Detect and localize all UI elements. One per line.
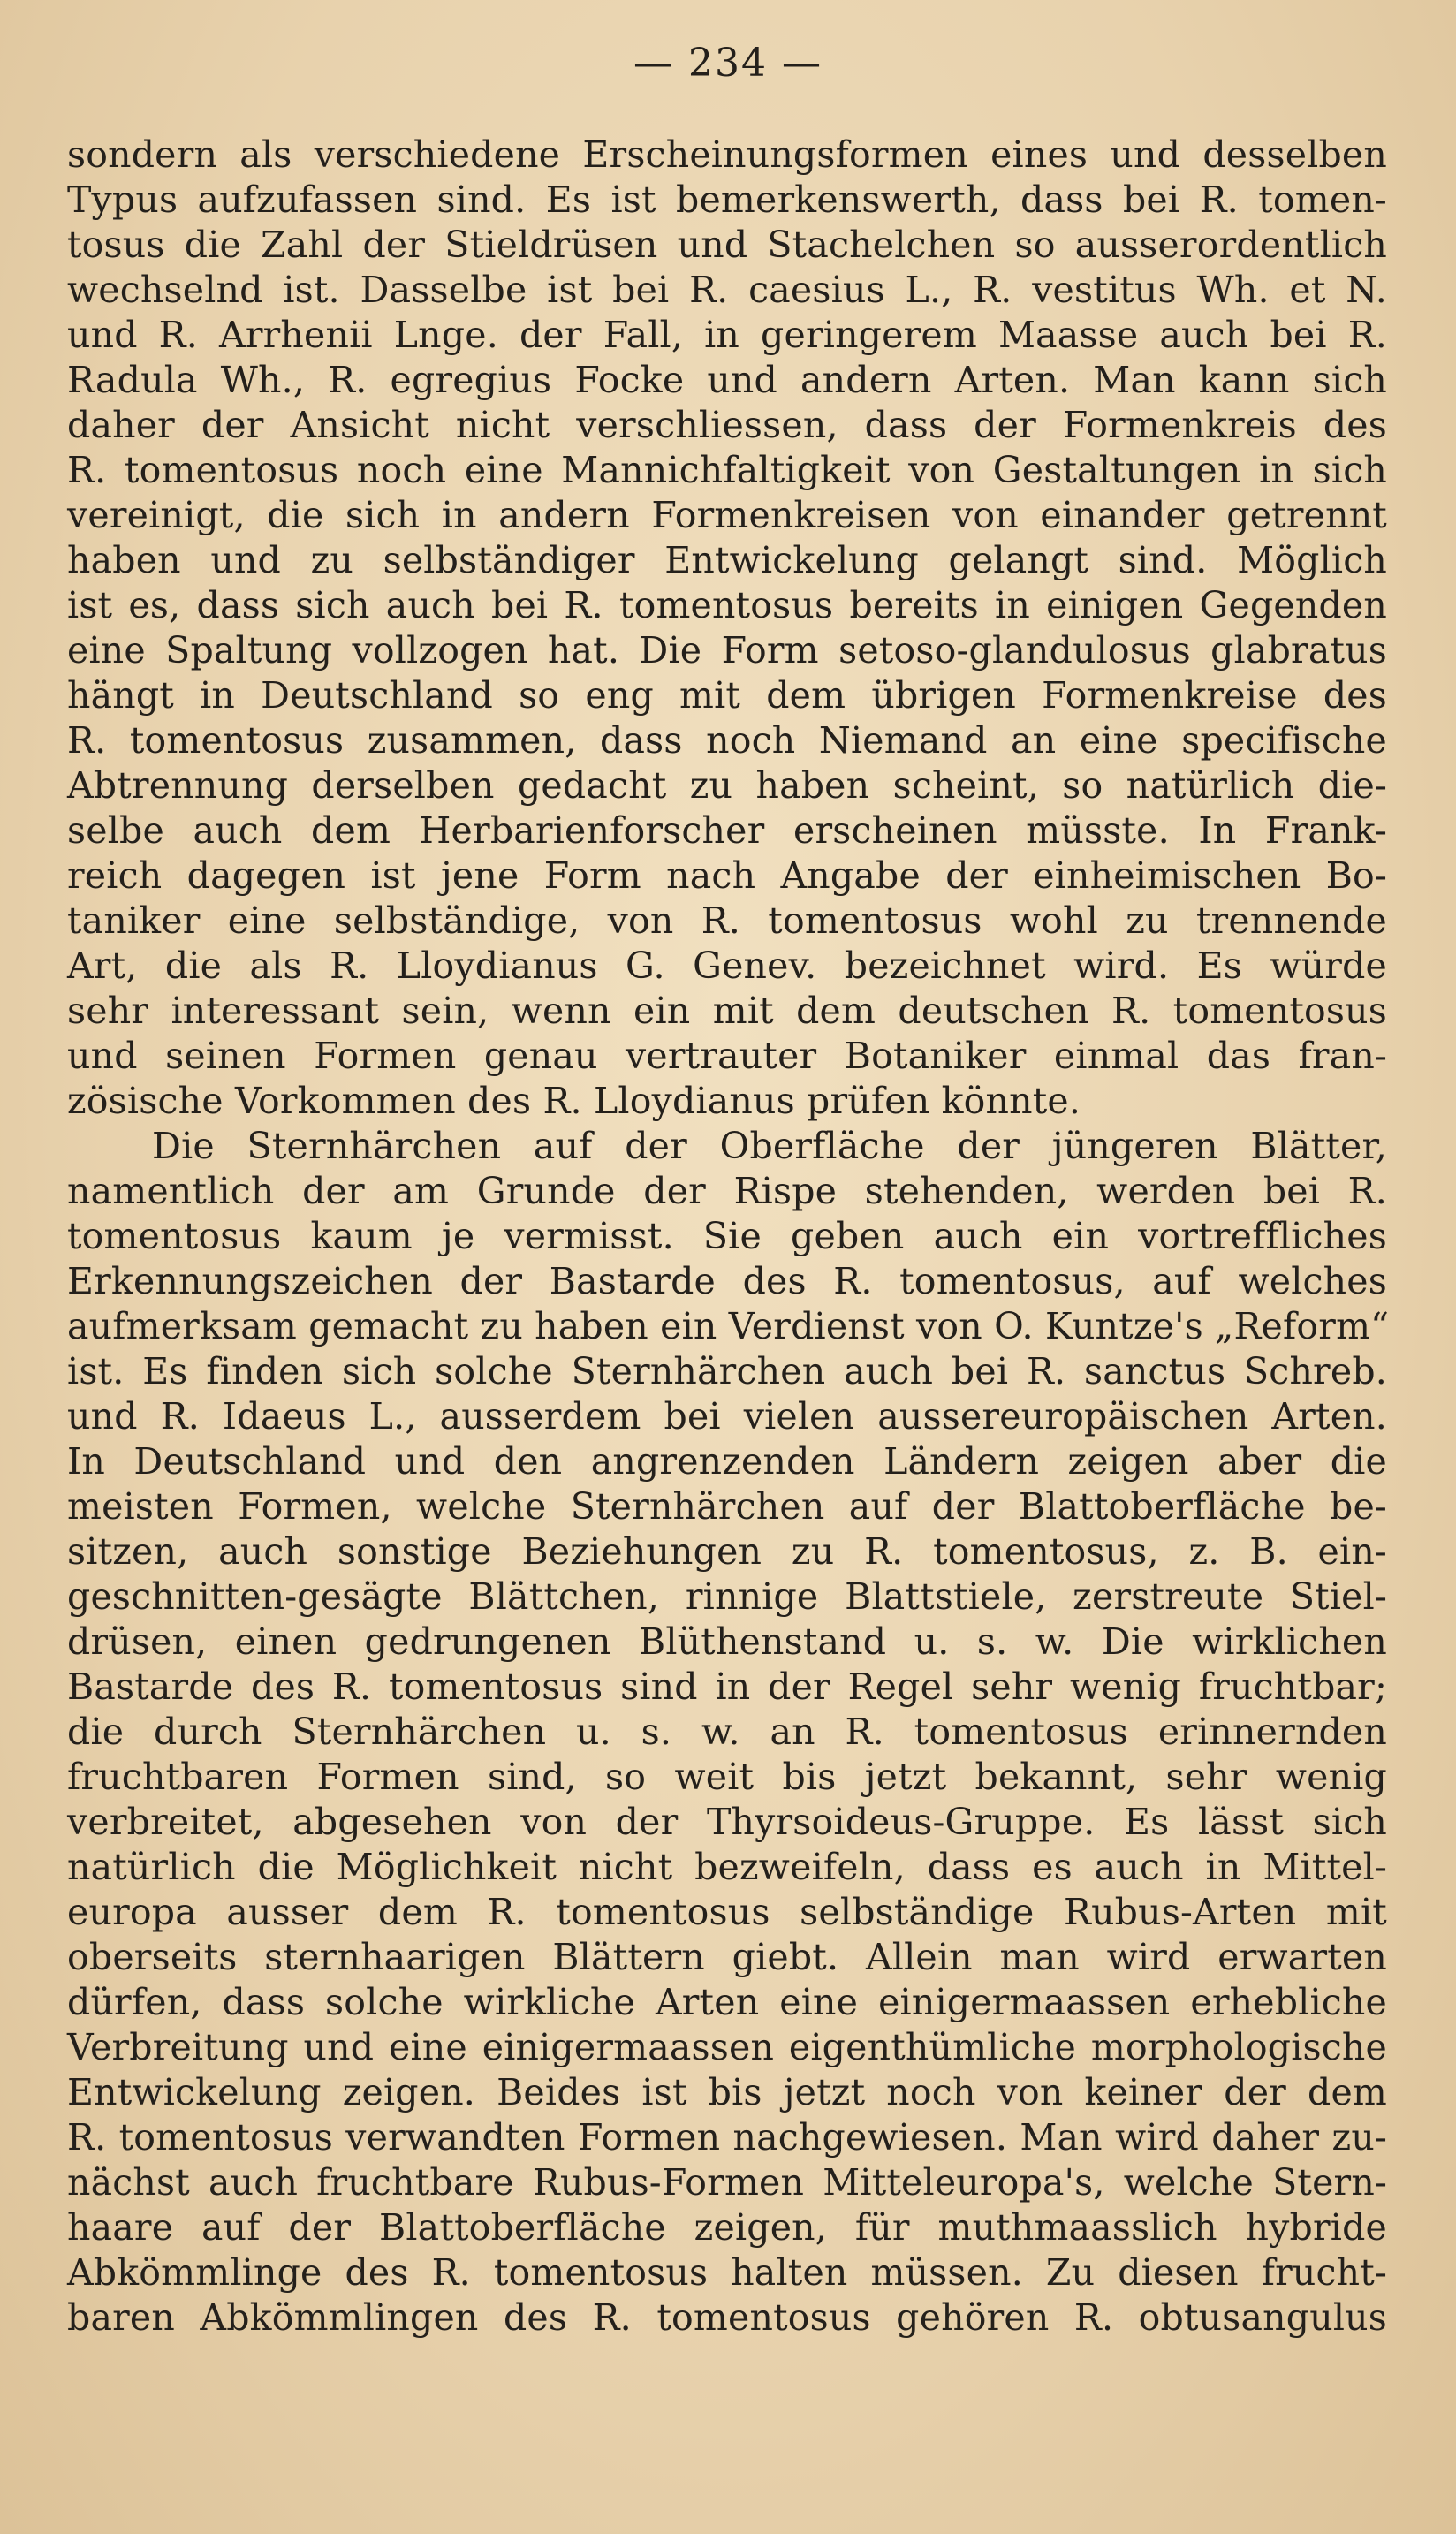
text-line: und R. Arrhenii Lnge. der Fall, in geringerem Maasse auch bei R. [67, 314, 1387, 356]
text-line: namentlich der am Grunde der Rispe stehenden, werden bei R. [67, 1170, 1387, 1212]
text-line: sondern als verschiedene Erscheinungsformen eines und desselben [67, 133, 1387, 176]
text-line: Abkömmlinge des R. tomentosus halten müssen. Zu diesen frucht- [67, 2251, 1387, 2294]
text-line: hängt in Deutschland so eng mit dem übrigen Formenkreise des [67, 674, 1387, 717]
text-line: eine Spaltung vollzogen hat. Die Form setoso-glandulosus glabratus [67, 629, 1387, 671]
text-line: reich dagegen ist jene Form nach Angabe der einheimischen Bo- [67, 854, 1387, 897]
text-line: Verbreitung und eine einigermaassen eigenthümliche morphologische [67, 2026, 1387, 2068]
text-line: nächst auch fruchtbare Rubus-Formen Mitteleuropa's, welche Stern- [67, 2161, 1387, 2204]
text-line: ist es, dass sich auch bei R. tomentosus bereits in einigen Gegenden [67, 584, 1387, 626]
text-line: sehr interessant sein, wenn ein mit dem deutschen R. tomentosus [67, 990, 1387, 1032]
text-line: taniker eine selbständige, von R. tomentosus wohl zu trennende [67, 899, 1387, 942]
text-line: daher der Ansicht nicht verschliessen, dass der Formenkreis des [67, 404, 1387, 446]
text-line: tomentosus kaum je vermisst. Sie geben auch ein vortreffliches [67, 1215, 1387, 1257]
text-line: haare auf der Blattoberfläche zeigen, für muthmaasslich hybride [67, 2206, 1387, 2249]
text-line: Typus aufzufassen sind. Es ist bemerkenswerth, dass bei R. tomen- [67, 178, 1387, 221]
text-line: selbe auch dem Herbarienforscher erscheinen müsste. In Frank- [67, 809, 1387, 852]
text-line: In Deutschland und den angrenzenden Ländern zeigen aber die [67, 1440, 1387, 1483]
paragraph-start-line: Die Sternhärchen auf der Oberfläche der jüngeren Blätter, [152, 1125, 1387, 1167]
text-line: sitzen, auch sonstige Beziehungen zu R. tomentosus, z. B. ein- [67, 1530, 1387, 1573]
text-line: oberseits sternhaarigen Blättern giebt. Allein man wird erwarten [67, 1936, 1387, 1978]
text-line: Radula Wh., R. egregius Focke und andern Arten. Man kann sich [67, 359, 1387, 401]
page-number: — 234 — [633, 41, 823, 86]
text-line: Bastarde des R. tomentosus sind in der Regel sehr wenig fruchtbar; [67, 1665, 1387, 1708]
text-line: R. tomentosus zusammen, dass noch Niemand an eine specifische [67, 719, 1387, 762]
text-line: Art, die als R. Lloydianus G. Genev. bezeichnet wird. Es würde [67, 945, 1387, 987]
text-line: baren Abkömmlingen des R. tomentosus gehören R. obtusangulus [67, 2296, 1387, 2339]
text-line: R. tomentosus verwandten Formen nachgewiesen. Man wird daher zu- [67, 2116, 1387, 2158]
text-line: Abtrennung derselben gedacht zu haben scheint, so natürlich die- [67, 764, 1387, 807]
text-line: verbreitet, abgesehen von der Thyrsoideus-Gruppe. Es lässt sich [67, 1801, 1387, 1843]
text-line: vereinigt, die sich in andern Formenkreisen von einander getrennt [67, 494, 1387, 536]
text-line: drüsen, einen gedrungenen Blüthenstand u. s. w. Die wirklichen [67, 1620, 1387, 1663]
text-line: R. tomentosus noch eine Mannichfaltigkeit von Gestaltungen in sich [67, 449, 1387, 491]
text-line: natürlich die Möglichkeit nicht bezweifeln, dass es auch in Mittel- [67, 1846, 1387, 1888]
text-line: meisten Formen, welche Sternhärchen auf der Blattoberfläche be- [67, 1485, 1387, 1528]
text-line: dürfen, dass solche wirkliche Arten eine einigermaassen erhebliche [67, 1981, 1387, 2023]
text-line: geschnitten-gesägte Blättchen, rinnige Blattstiele, zerstreute Stiel- [67, 1575, 1387, 1618]
paragraph-end-line: zösische Vorkommen des R. Lloydianus prüfen könnte. [67, 1080, 1081, 1122]
text-line: haben und zu selbständiger Entwickelung gelangt sind. Möglich [67, 539, 1387, 581]
text-line: wechselnd ist. Dasselbe ist bei R. caesius L., R. vestitus Wh. et N. [67, 269, 1387, 311]
text-line: Erkennungszeichen der Bastarde des R. tomentosus, auf welches [67, 1260, 1387, 1302]
text-line: tosus die Zahl der Stieldrüsen und Stachelchen so ausserordentlich [67, 224, 1387, 266]
body-text [67, 133, 1390, 2341]
text-line: und seinen Formen genau vertrauter Botaniker einmal das fran- [67, 1035, 1387, 1077]
text-line: fruchtbaren Formen sind, so weit bis jetzt bekannt, sehr wenig [67, 1756, 1387, 1798]
text-line: aufmerksam gemacht zu haben ein Verdienst von O. Kuntze's „Reform“ [67, 1305, 1390, 1347]
text-line: ist. Es finden sich solche Sternhärchen auch bei R. sanctus Schreb. [67, 1350, 1387, 1392]
text-line: Entwickelung zeigen. Beides ist bis jetzt noch von keiner der dem [67, 2071, 1387, 2113]
text-line: die durch Sternhärchen u. s. w. an R. tomentosus erinnernden [67, 1711, 1387, 1753]
text-line: europa ausser dem R. tomentosus selbständige Rubus-Arten mit [67, 1891, 1387, 1933]
text-line: und R. Idaeus L., ausserdem bei vielen aussereuropäischen Arten. [67, 1395, 1387, 1438]
